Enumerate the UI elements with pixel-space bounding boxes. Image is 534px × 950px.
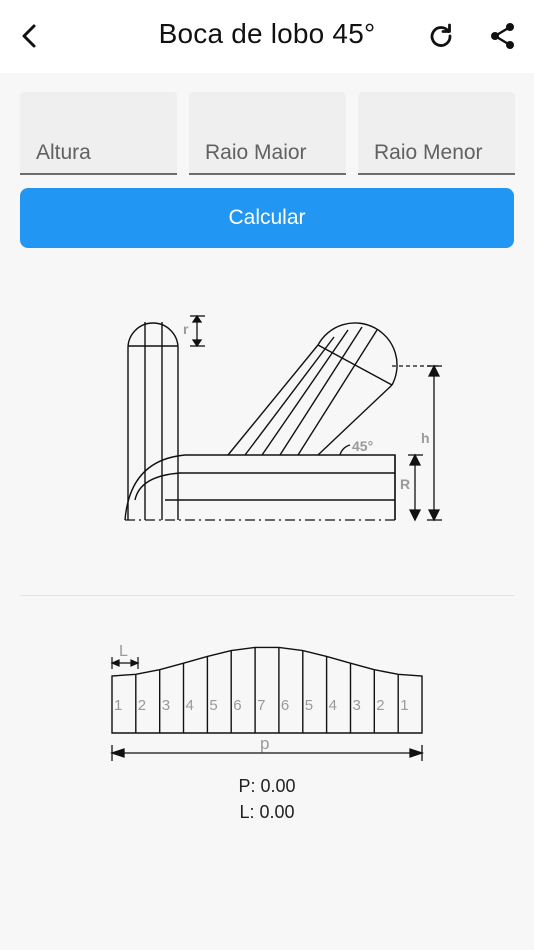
altura-input[interactable] (20, 92, 177, 173)
refresh-icon (428, 23, 454, 49)
template-segment-label: 3 (352, 697, 361, 714)
r-label: r (183, 321, 189, 337)
template-segment-label: 7 (257, 697, 266, 714)
p-label: p (260, 734, 270, 753)
app-bar (0, 0, 534, 73)
template-segment-label: 5 (209, 697, 218, 714)
template-outline (112, 647, 422, 733)
template-segment-label: 6 (280, 697, 290, 714)
raio-menor-input[interactable] (358, 92, 515, 173)
template-diagram (0, 635, 534, 770)
template-segment-label: 2 (137, 697, 147, 714)
share-button[interactable] (481, 14, 525, 58)
h-label: h (421, 430, 430, 446)
refresh-button[interactable] (419, 14, 463, 58)
page-title: Boca de lobo 45° (158, 18, 376, 49)
angle-label: 45° (352, 438, 374, 454)
p-result: P: 0.00 (238, 776, 296, 796)
calcular-button[interactable]: Calcular (20, 188, 514, 248)
R-label: R (400, 476, 411, 492)
raio-maior-input[interactable] (189, 92, 346, 173)
template-segment-label: 5 (304, 697, 314, 714)
pipe-junction-diagram (0, 300, 534, 540)
template-segment-label: 2 (376, 697, 385, 714)
l-result: L: 0.00 (239, 802, 295, 822)
template-segment-label: 1 (114, 697, 123, 714)
altura-field-container (20, 92, 177, 175)
template-segment-label: 4 (328, 697, 337, 714)
template-segment-label: 6 (233, 697, 242, 714)
raio-menor-field-container (358, 92, 515, 175)
raio-maior-field-container (189, 92, 346, 175)
share-icon (489, 22, 517, 50)
template-segment-label: 4 (185, 697, 194, 714)
template-segment-label: 3 (161, 697, 171, 714)
L-label: L (119, 643, 128, 660)
section-divider (20, 595, 514, 596)
template-segment-label: 1 (400, 697, 409, 714)
